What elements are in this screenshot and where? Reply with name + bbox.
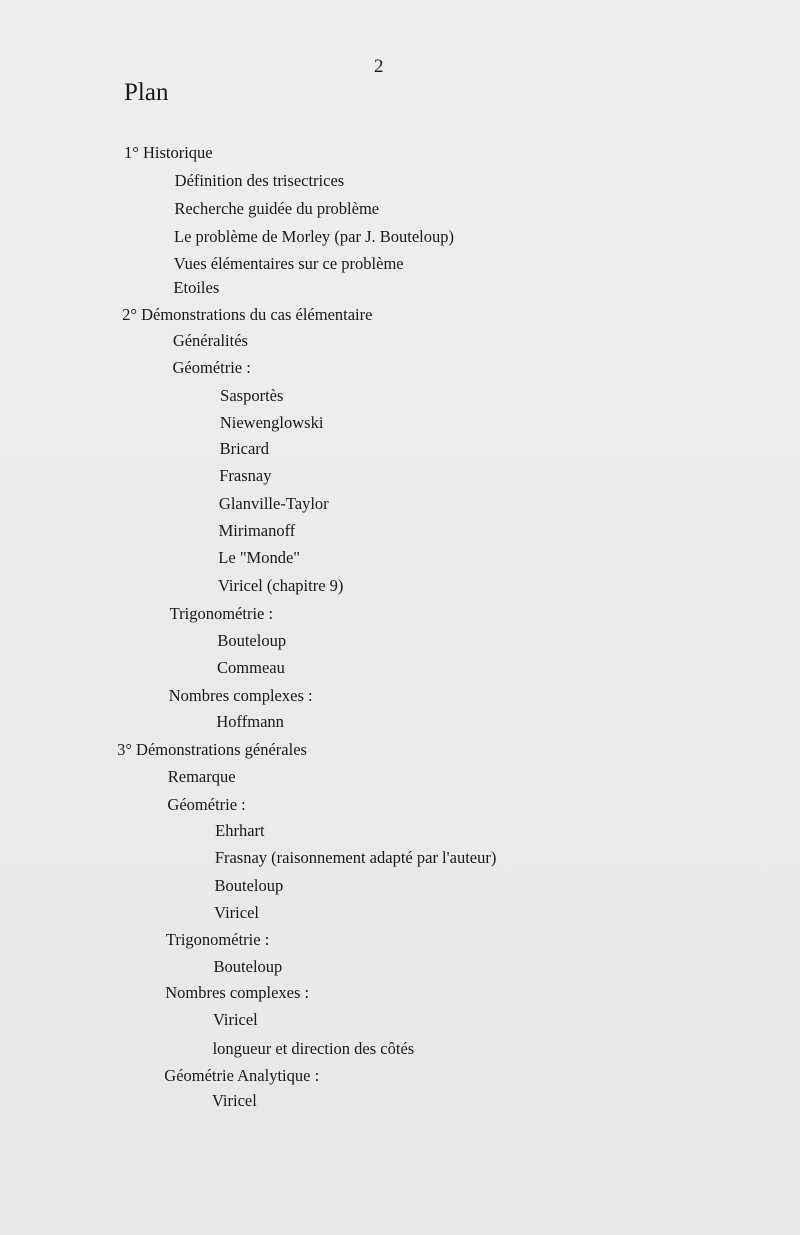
outline-entry: Viricel — [212, 1010, 258, 1029]
outline-entry: Hoffmann — [216, 712, 284, 731]
subsection-heading: Trigonométrie : — [165, 930, 270, 949]
outline-entry: Mirimanoff — [218, 521, 296, 540]
outline-entry: Viricel — [212, 1091, 257, 1110]
subsection-heading: Généralités — [172, 331, 248, 350]
subsection-heading: Remarque — [167, 767, 236, 786]
subsection-heading: Vues élémentaires sur ce problème — [173, 254, 404, 273]
subsection-heading: Recherche guidée du problème — [174, 199, 380, 218]
page-title: Plan — [124, 79, 169, 106]
outline-entry: Ehrhart — [215, 821, 265, 840]
subsection-heading: Trigonométrie : — [169, 604, 274, 623]
subsection-heading: Nombres complexes : — [165, 983, 310, 1002]
outline-entry: Sasportès — [220, 386, 284, 405]
outline-entry: Niewenglowski — [219, 413, 324, 432]
outline-entry: Viricel — [214, 903, 259, 922]
outline-entry: Commeau — [217, 658, 285, 677]
subsection-heading: Définition des trisectrices — [174, 171, 345, 190]
outline-entry: Frasnay — [219, 466, 272, 485]
section-heading: 2° Démonstrations du cas élémentaire — [122, 305, 373, 324]
subsection-heading: Géométrie : — [172, 358, 251, 377]
subsection-heading: Nombres complexes : — [168, 686, 313, 705]
outline-entry: Viricel (chapitre 9) — [217, 576, 344, 595]
outline-entry: Le "Monde" — [218, 548, 301, 567]
outline-entry: Bouteloup — [213, 957, 283, 976]
outline-entry: Frasnay (raisonnement adapté par l'auteur) — [214, 848, 497, 867]
subsection-heading: Le problème de Morley (par J. Bouteloup) — [174, 227, 454, 246]
outline-entry: longueur et direction des côtés — [212, 1039, 415, 1058]
section-heading: 1° Historique — [124, 143, 213, 162]
subsection-heading: Géométrie Analytique : — [164, 1066, 320, 1085]
outline-entry: Bouteloup — [217, 631, 287, 650]
section-heading: 3° Démonstrations générales — [117, 740, 307, 759]
page-number: 2 — [374, 56, 384, 77]
subsection-heading: Géométrie : — [167, 795, 246, 814]
outline-entry: Bouteloup — [214, 876, 284, 895]
subsection-heading: Etoiles — [173, 278, 220, 297]
outline-entry: Bricard — [219, 439, 270, 458]
outline-entry: Glanville-Taylor — [218, 494, 329, 513]
